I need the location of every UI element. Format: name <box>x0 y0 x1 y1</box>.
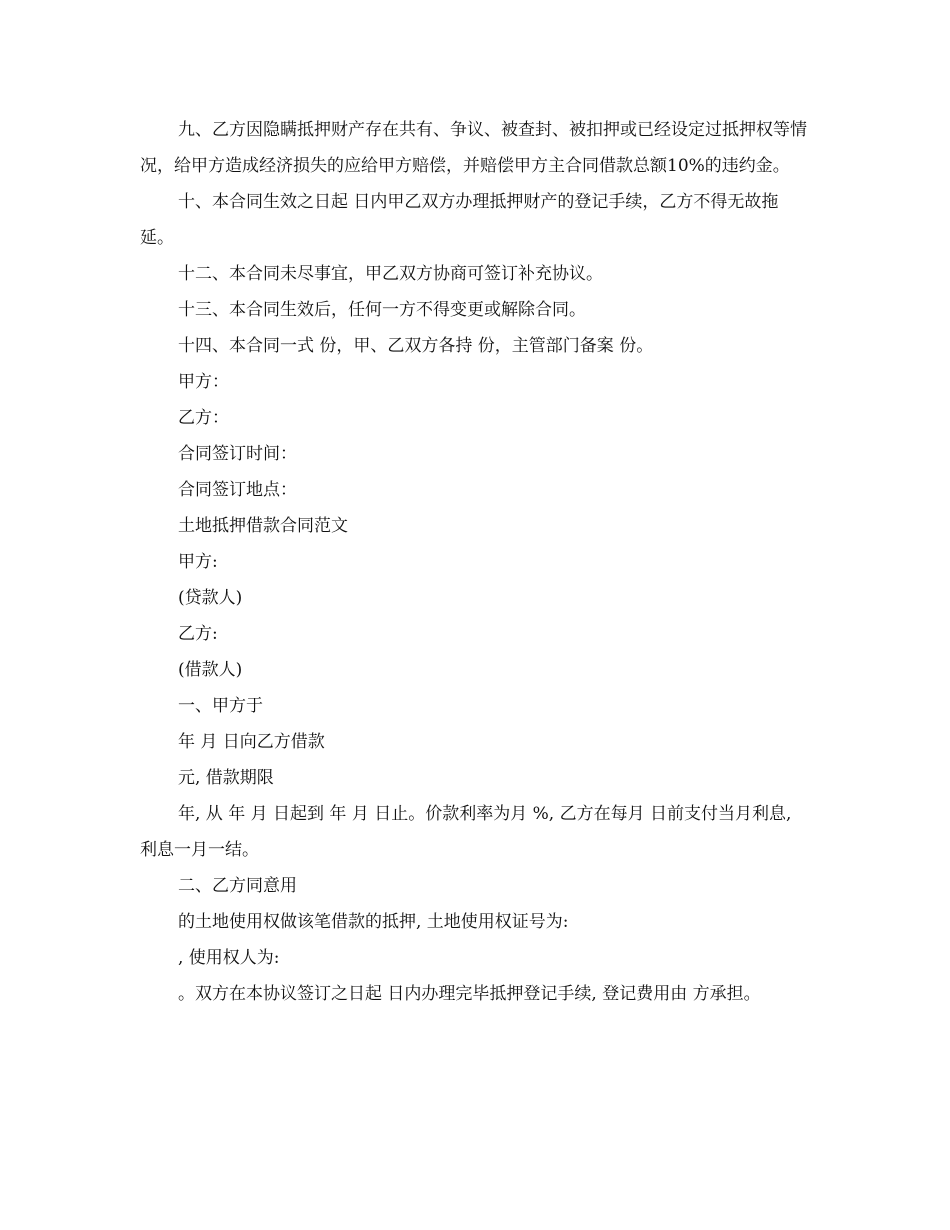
paragraph-clause-10: 十、本合同生效之日起 日内甲乙双方办理抵押财产的登记手续，乙方不得无故拖延。 <box>140 192 779 248</box>
right-holder-line: , 使用权人为: <box>178 948 280 968</box>
land-use-right-line: 的土地使用权做该笔借款的抵押, 土地使用权证号为: <box>178 912 569 932</box>
lender-label: (贷款人) <box>178 588 243 608</box>
signing-place-label: 合同签订地点： <box>178 480 297 500</box>
loan-term-interest: 年, 从 年 月 日起到 年 月 日止。价款利率为月 %, 乙方在每月 日前支付当月利息, 利息一月一结。 <box>140 804 792 860</box>
party-b-signature-label: 乙方： <box>178 408 229 428</box>
signing-time-label: 合同签订时间： <box>178 444 297 464</box>
paragraph-clause-14: 十四、本合同一式 份，甲、乙双方各持 份，主管部门备案 份。 <box>178 336 654 356</box>
party-b-label: 乙方: <box>178 624 218 644</box>
paragraph-clause-12: 十二、本合同未尽事宜，甲乙双方协商可签订补充协议。 <box>178 264 603 284</box>
loan-amount-line: 元, 借款期限 <box>178 768 274 788</box>
paragraph-clause-9: 九、乙方因隐瞒抵押财产存在共有、争议、被查封、被扣押或已经设定过抵押权等情况，给甲方造成经济损失的应给甲方赔偿，并赔偿甲方主合同借款总额10%的违约金。 <box>140 120 807 176</box>
party-a-label: 甲方: <box>178 552 218 572</box>
loan-clause-1-start: 一、甲方于 <box>178 696 263 716</box>
party-a-signature-label: 甲方： <box>178 372 229 392</box>
borrower-label: (借款人) <box>178 660 243 680</box>
mortgage-clause-2-start: 二、乙方同意用 <box>178 876 297 896</box>
registration-clause: 。双方在本协议签订之日起 日内办理完毕抵押登记手续, 登记费用由 方承担。 <box>178 984 761 1004</box>
section-title: 土地抵押借款合同范文 <box>178 516 348 536</box>
paragraph-clause-13: 十三、本合同生效后，任何一方不得变更或解除合同。 <box>178 300 586 320</box>
loan-date-line: 年 月 日向乙方借款 <box>178 732 325 752</box>
document-body <box>140 112 810 1012</box>
